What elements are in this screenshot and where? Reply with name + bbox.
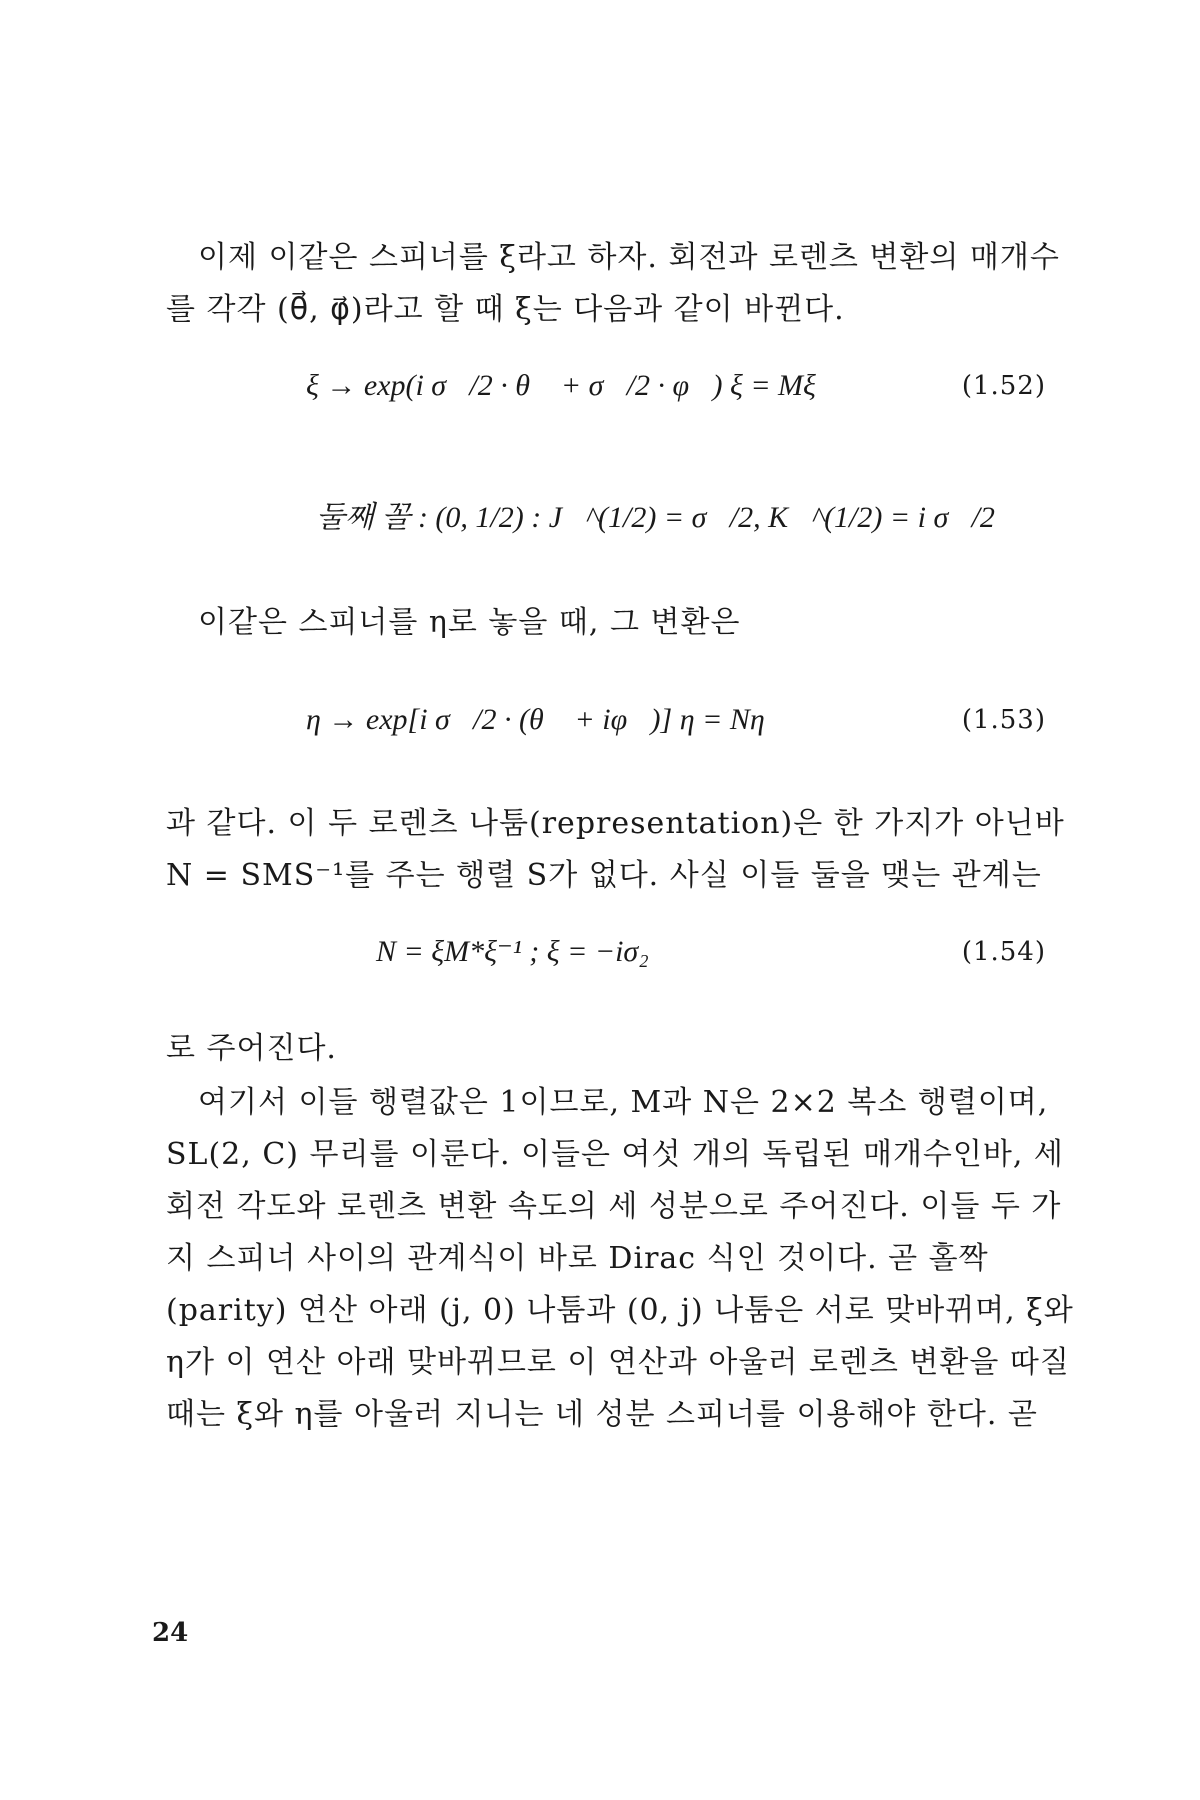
- paragraph-given: [166, 1023, 1046, 1075]
- text-line: 이같은 스피너를 η로 놓을 때, 그 변환은: [198, 605, 741, 640]
- equation-formula: 둘째 꼴 : (0, 1/2) : J⃗^(1/2) = σ⃗/2, K⃗^(1/2) = i σ⃗/2: [316, 501, 995, 534]
- equation-1-52: [166, 346, 1046, 426]
- equation-number: (1.52): [961, 371, 1046, 401]
- text-line: 지 스피너 사이의 관계식이 바로 Dirac 식인 것이다. 곧 홀짝: [166, 1241, 989, 1276]
- paragraph-intro: [166, 232, 1060, 336]
- text-line: 여기서 이들 행렬값은 1이므로, M과 N은 2×2 복소 행렬이며,: [198, 1085, 1049, 1120]
- text-line: 이제 이같은 스피너를 ξ라고 하자. 회전과 로렌츠 변환의 매개수: [198, 240, 1060, 275]
- paragraph-representation: [166, 798, 1065, 902]
- text-line: 를 각각 (θ⃗, φ⃗)라고 할 때 ξ는 다음과 같이 바뀐다.: [166, 292, 845, 327]
- equation-formula: ξ → exp(i σ⃗/2 · θ⃗ + σ⃗/2 · φ⃗) ξ = Mξ: [306, 369, 816, 402]
- text-line: SL(2, C) 무리를 이룬다. 이들은 여섯 개의 독립된 매개수인바, 세: [166, 1137, 1064, 1172]
- page-number: 24: [152, 1618, 189, 1648]
- equation-formula: η → exp[i σ⃗/2 · (θ⃗ + iφ⃗)] η = Nη: [306, 703, 765, 736]
- paragraph-sl2c: [166, 1077, 1074, 1441]
- second-form-equation: [166, 478, 1046, 558]
- text-line: 로 주어진다.: [166, 1031, 337, 1066]
- equation-number: (1.54): [961, 937, 1046, 967]
- text-line: 회전 각도와 로렌츠 변환 속도의 세 성분으로 주어진다. 이들 두 가: [166, 1189, 1062, 1224]
- paragraph-eta: [166, 597, 1046, 649]
- text-line: N = SMS⁻¹를 주는 행렬 S가 없다. 사실 이들 둘을 맺는 관계는: [166, 858, 1042, 893]
- text-line: η가 이 연산 아래 맞바뀌므로 이 연산과 아울러 로렌츠 변환을 따질: [166, 1345, 1070, 1380]
- equation-formula: N = ξM*ξ⁻¹ ; ξ = −iσ₂: [376, 935, 649, 968]
- text-line: (parity) 연산 아래 (j, 0) 나툼과 (0, j) 나툼은 서로 맞바뀌며, ξ와: [166, 1293, 1074, 1328]
- equation-1-54: [166, 912, 1046, 992]
- equation-1-53: [166, 680, 1046, 760]
- text-line: 때는 ξ와 η를 아울러 지니는 네 성분 스피너를 이용해야 한다. 곧: [166, 1397, 1038, 1432]
- equation-number: (1.53): [961, 705, 1046, 735]
- text-line: 과 같다. 이 두 로렌츠 나툼(representation)은 한 가지가 아닌바: [166, 806, 1065, 841]
